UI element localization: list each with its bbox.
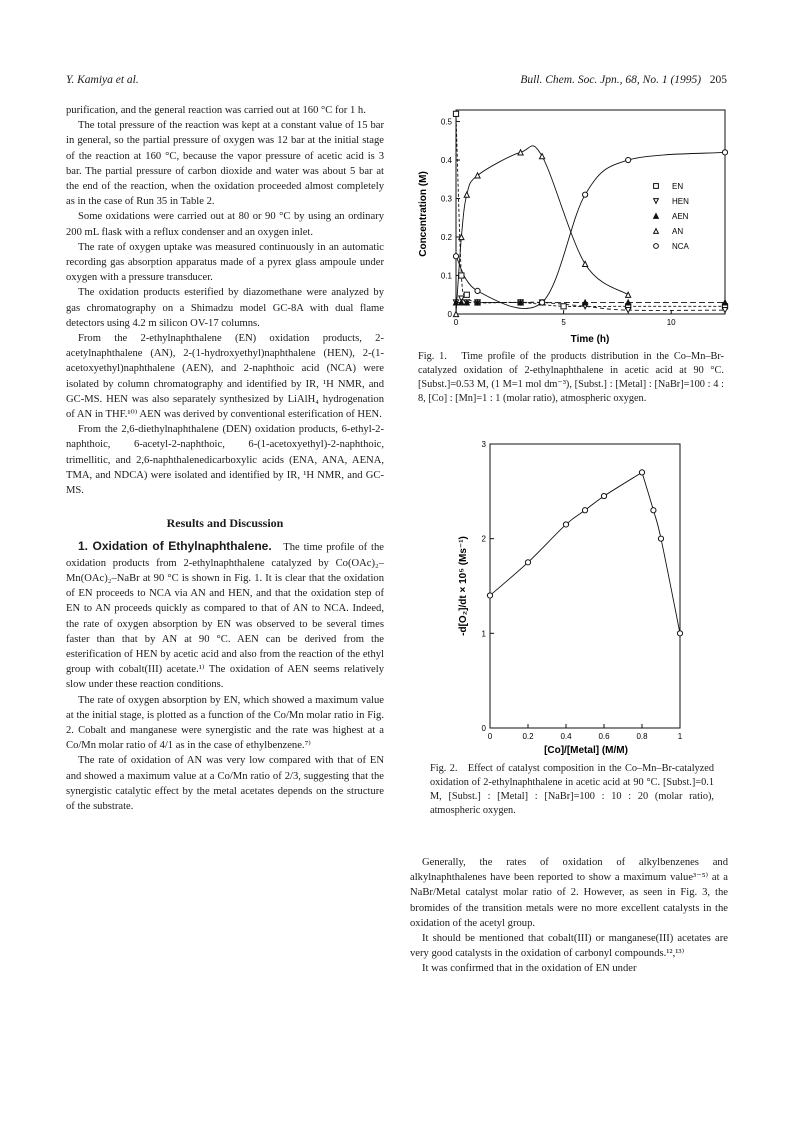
fig1-point-nca bbox=[453, 254, 458, 259]
fig1-point-en bbox=[453, 111, 458, 116]
fig1-point-an bbox=[539, 154, 544, 159]
fig2-point bbox=[658, 536, 663, 541]
fig1-legend-label-hen: HEN bbox=[672, 197, 689, 206]
fig1-caption-text: Time profile of the products distribution in the Co–Mn–Br-catalyzed oxidation of 2-ethylnaphthalene in acetic acid at 90 °C. [Subst.]=0.53 M, (1 M=1 mol dm⁻³), [Subst.] : [Metal] : [NaBr]=100 : 4 : 8, [Co] : [Mn]=1 : 1 (molar ratio), atmospheric oxygen. bbox=[418, 351, 725, 404]
paragraph: From the 2-ethylnaphthalene (EN) oxidation products, 2-acetylnaphthalene (AN), 2-(1-hydroxyethyl)naphthalene (HEN), 2-(1-acetoxyethyl)naphthalene (AEN), and 2-naphthoic acid (NCA) were isolated by column chromatography and identified by IR, ¹H NMR, and GC-MS. HEN was also separately synthesized by LiAlH₄ hydrogenation of AN in THF.¹⁰⁾ AEN was derived by conventional esterification of HEN. bbox=[66, 333, 384, 421]
fig1-point-aen bbox=[626, 300, 631, 305]
fig1-point-an bbox=[453, 311, 458, 316]
fig1-point-aen bbox=[722, 300, 727, 305]
page-number: 205 bbox=[709, 74, 727, 86]
left-column bbox=[66, 103, 384, 814]
fig1-point-en bbox=[459, 273, 464, 278]
fig2-x-axis-label: [Co]/[Metal] (M/M) bbox=[544, 745, 628, 756]
fig1-legend-label-aen: AEN bbox=[672, 212, 689, 221]
fig1-legend-marker-hen bbox=[654, 199, 659, 204]
fig1-series-line-nca bbox=[456, 152, 725, 308]
fig1-x-tick-label: 10 bbox=[666, 318, 676, 327]
fig2-x-tick-label: 0.8 bbox=[636, 732, 648, 741]
paragraph: The rate of oxygen absorption by EN, which showed a maximum value at the initial stage, is plotted as a function of the Co/Mn molar ratio in Fig. 2. Cobalt and manganese were synergistic and the rate was highest at a Co/Mn molar ratio of 4/1 as in the case of ethylbenzene.⁷⁾ bbox=[66, 694, 384, 752]
fig2-point bbox=[601, 493, 606, 498]
fig1-series-line-an bbox=[456, 146, 628, 314]
section-title: Results and Discussion bbox=[166, 516, 284, 531]
paragraph: It was confirmed that in the oxidation of EN under bbox=[422, 963, 637, 975]
fig2-point bbox=[487, 593, 492, 598]
fig2-point bbox=[563, 522, 568, 527]
fig2-caption-text: Effect of catalyst composition in the Co–Mn–Br-catalyzed oxidation of 2-ethylnaphthalene in acetic acid at 90 °C. [Subst.]=0.1 M, [Subst.] : [Metal] : [NaBr]=100 : 10 : 20 (molar ratio), atmospheric oxygen. bbox=[430, 763, 714, 816]
fig2-x-tick-label: 0.6 bbox=[598, 732, 610, 741]
fig2-caption-label: Fig. 2. bbox=[430, 763, 458, 774]
fig2-x-tick-label: 0.4 bbox=[560, 732, 572, 741]
figure-2-chart bbox=[446, 436, 706, 758]
fig1-point-en bbox=[464, 292, 469, 297]
fig1-point-aen bbox=[459, 300, 464, 305]
fig1-point-hen bbox=[626, 308, 631, 313]
fig1-point-nca bbox=[583, 192, 588, 197]
fig1-point-an bbox=[518, 150, 523, 155]
fig2-y-tick-label: 0 bbox=[481, 724, 486, 733]
fig1-point-nca bbox=[475, 288, 480, 293]
fig2-y-tick-label: 1 bbox=[481, 629, 486, 639]
fig2-point bbox=[582, 508, 587, 513]
fig1-x-tick-label: 0 bbox=[453, 318, 459, 327]
running-header-journal bbox=[520, 74, 727, 86]
fig1-y-tick-label: 0 bbox=[447, 310, 452, 319]
fig2-y-axis-label: -d[O₂]/dt × 10⁵ (Ms⁻¹) bbox=[458, 536, 469, 636]
fig2-curve-falling bbox=[642, 472, 680, 633]
fig2-point bbox=[651, 508, 656, 513]
fig1-point-hen bbox=[722, 308, 727, 313]
fig2-x-tick-label: 0.2 bbox=[522, 732, 534, 741]
fig2-x-tick-label: 0 bbox=[487, 732, 493, 741]
figure-1-chart bbox=[410, 104, 735, 344]
paragraph: The rate of oxidation of AN was very low compared with that of EN and showed a maximum value at a Co/Mn ratio of 2/3, suggesting that the synergistic catalytic effect by the metal acetates depends on the structure of the substrate. bbox=[66, 755, 384, 812]
subsection-title: 1. Oxidation of Ethylnaphthalene. bbox=[78, 539, 272, 554]
fig2-point bbox=[677, 631, 682, 636]
fig1-series-line-en bbox=[456, 114, 725, 307]
fig1-y-tick-label: 0.1 bbox=[440, 271, 452, 281]
fig2-point bbox=[639, 470, 644, 475]
fig1-point-an bbox=[583, 261, 588, 266]
fig1-point-nca bbox=[626, 157, 631, 162]
paragraph: The time profile of the oxidation products from 2-ethylnaphthalene catalyzed by Co(OAc)₂–Mn(OAc)₂–NaBr at 90 °C is shown in Fig. 1. It is clear that the oxidation of EN proceeds to NCA via AN and HEN, and that the oxidation step of EN to AN proceeds quickly as compared to that of AN to NCA. Indeed, the rate of oxygen absorption by EN was observed to be several times faster than that by AN at 90 °C. AEN can be derived from the esterification of HEN by acetic acid and also from the reaction of the ethyl group with cobalt(III) acetate.¹⁾ The oxidation of AEN seems relatively slow under these reaction conditions. bbox=[66, 542, 384, 691]
fig1-point-nca bbox=[722, 150, 727, 155]
fig1-caption-label: Fig. 1. bbox=[418, 351, 447, 362]
fig1-legend-label-nca: NCA bbox=[672, 242, 689, 251]
fig1-x-axis-label: Time (h) bbox=[570, 334, 610, 344]
journal-name: Bull. Chem. Soc. Jpn., bbox=[520, 74, 623, 86]
fig1-y-tick-label: 0.3 bbox=[440, 194, 452, 204]
paragraph: The oxidation products esterified by diazomethane were analyzed by gas chromatography on a Shimadzu model GC-8A with dual flame detectors using 4.2 m silicon OV-17 columns. bbox=[66, 287, 384, 329]
fig1-point-nca bbox=[539, 300, 544, 305]
paragraph: Generally, the rates of oxidation of alkylbenzenes and alkylnaphthalenes have been reported to show a maximum value³⁻⁵⁾ at a NaBr/Metal catalyst molar ratio of 2. However, as seen in Fig. 3, the bromides of the transition metals were no more excellent catalysts in the oxidation of the acetyl group. bbox=[410, 857, 728, 929]
fig2-point bbox=[525, 560, 530, 565]
fig1-legend-label-an: AN bbox=[672, 227, 684, 236]
fig1-legend-marker-an bbox=[654, 229, 659, 234]
fig1-legend-marker-nca bbox=[654, 244, 659, 249]
fig1-x-tick-label: 5 bbox=[561, 318, 566, 327]
fig2-curve-rising bbox=[490, 472, 642, 595]
fig1-legend-marker-en bbox=[654, 184, 659, 189]
fig1-y-tick-label: 0.5 bbox=[440, 117, 452, 127]
fig1-y-axis-label: Concentration (M) bbox=[418, 171, 429, 257]
fig1-point-aen bbox=[583, 300, 588, 305]
paragraph: The total pressure of the reaction was kept at a constant value of 15 bar in general, so the partial pressure of oxygen was 12 bar at the initial stage of the reaction at 160 °C, because the vapor pressure of acetic acid is 3 bar. The partial pressure of carbon dioxide and water was about 5 bar at the end of the reaction, when the oxidation proceeded almost completely as in the case of Run 35 in Table 2. bbox=[66, 120, 384, 208]
fig1-legend-marker-aen bbox=[654, 214, 659, 219]
paragraph: It should be mentioned that cobalt(III) or manganese(III) acetates are very good catalysts in the oxidation of carbonyl compounds.¹²,¹³⁾ bbox=[410, 933, 728, 960]
paragraph: purification, and the general reaction was carried out at 160 °C for 1 h. bbox=[66, 105, 366, 116]
fig2-y-tick-label: 3 bbox=[481, 440, 486, 449]
fig2-x-tick-label: 1 bbox=[677, 732, 683, 741]
fig1-point-en bbox=[561, 304, 566, 309]
paragraph: The rate of oxygen uptake was measured continuously in an automatic recording gas absorption apparatus made of a pyrex glass ampoule under oxygen with a pressure transducer. bbox=[66, 241, 384, 284]
paragraph: Some oxidations were carried out at 80 or 90 °C by using an ordinary 200 mL flask with a reflux condenser and an oxygen inlet. bbox=[66, 211, 384, 238]
fig1-legend-label-en: EN bbox=[672, 182, 684, 191]
fig1-y-tick-label: 0.2 bbox=[440, 233, 452, 243]
running-header-authors: Y. Kamiya et al. bbox=[66, 74, 139, 86]
fig1-y-tick-label: 0.4 bbox=[440, 156, 452, 166]
right-column bbox=[410, 855, 728, 977]
fig1-point-an bbox=[626, 292, 631, 297]
journal-volume: 68, No. 1 (1995) bbox=[625, 74, 702, 86]
fig2-y-tick-label: 2 bbox=[481, 534, 486, 544]
figure-1-caption bbox=[418, 350, 724, 406]
paragraph: From the 2,6-diethylnaphthalene (DEN) oxidation products, 6-ethyl-2-naphthoic, 6-acetyl-2-naphthoic, 6-(1-acetoxyethyl)-2-naphthoic, trimellitic, and 2,6-naphthalenedicarboxylic acids (ENA, ANA, AENA, TMA, and NDCA) were isolated and identified by IR, ¹H NMR, and GC-MS. bbox=[66, 424, 384, 497]
fig1-point-an bbox=[464, 192, 469, 197]
figure-2-caption bbox=[430, 762, 714, 818]
fig2-plot-frame bbox=[490, 444, 680, 728]
